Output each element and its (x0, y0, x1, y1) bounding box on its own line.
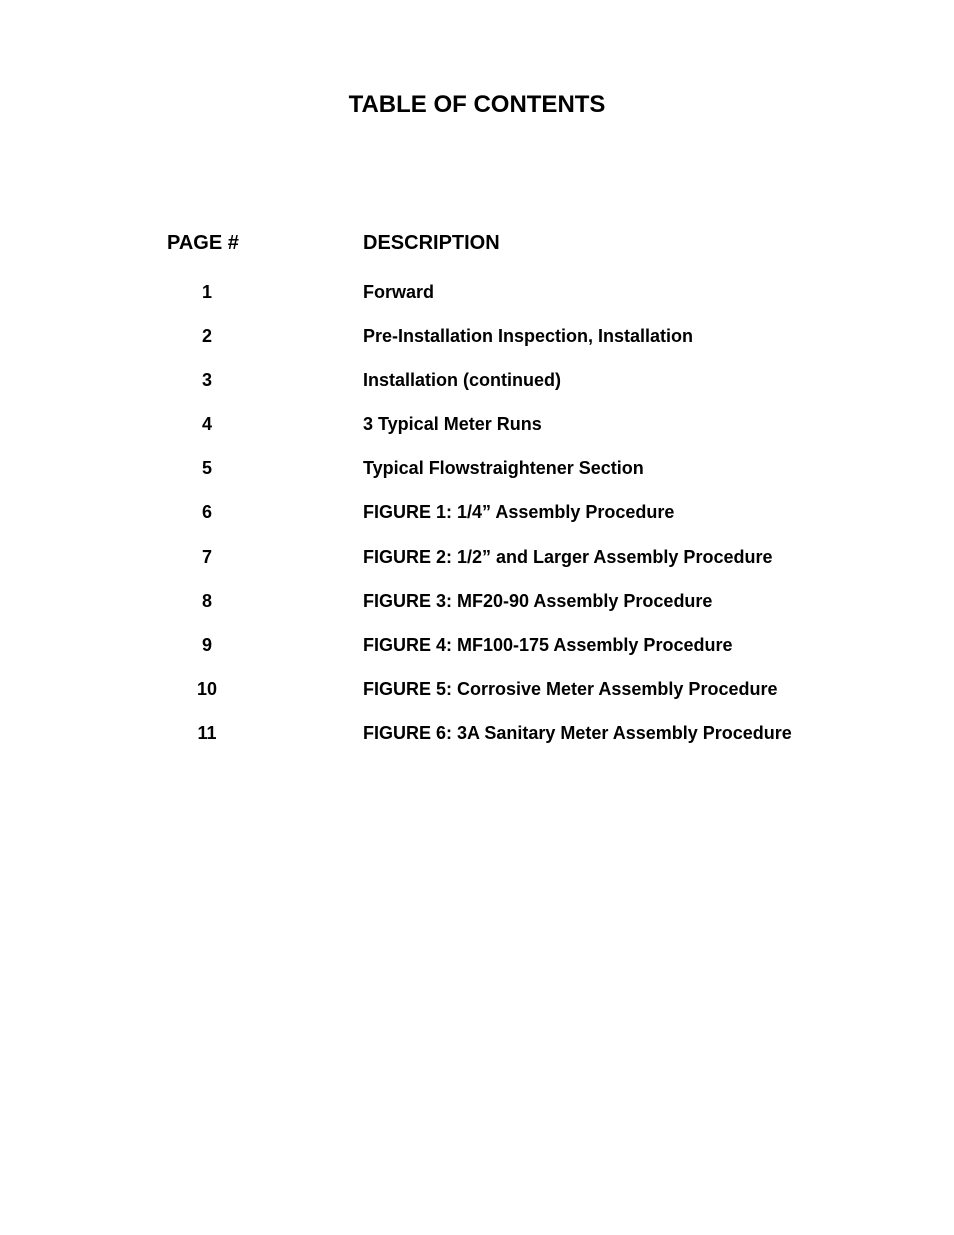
toc-entry-description: FIGURE 3: MF20-90 Assembly Procedure (363, 590, 713, 611)
toc-entry (0, 633, 954, 677)
toc-entry-page: 2 (201, 326, 212, 347)
toc-entry-page: 10 (196, 678, 218, 699)
toc-entry-page: 8 (201, 590, 212, 611)
toc-entry-description: Forward (363, 282, 435, 302)
toc-entry-page: 5 (201, 458, 212, 479)
toc-entry (0, 280, 954, 324)
toc-entry-description: FIGURE 4: MF100-175 Assembly Procedure (363, 634, 733, 655)
toc-entry (0, 324, 954, 368)
toc-entry-description: FIGURE 5: Corrosive Meter Assembly Procedure (363, 678, 778, 699)
toc-entry-description: Installation (continued) (363, 370, 561, 391)
toc-entry-page: 11 (197, 722, 217, 743)
toc-entry (0, 677, 954, 721)
toc-entry-description: FIGURE 2: 1/2” and Larger Assembly Procedure (363, 546, 773, 567)
toc-entry-page: 1 (201, 282, 212, 302)
toc-entry-description: Typical Flowstraightener Section (363, 458, 644, 479)
page-title: TABLE OF CONTENTS (348, 91, 606, 118)
toc-header-row (0, 229, 954, 257)
toc-entry-page: 4 (201, 414, 212, 435)
toc-entry (0, 500, 954, 544)
toc-entry-description: Pre-Installation Inspection, Installation (363, 326, 694, 347)
toc-entry-description: FIGURE 1: 1/4” Assembly Procedure (363, 502, 675, 523)
page-number-column-header: PAGE # (167, 232, 239, 254)
toc-entry (0, 412, 954, 456)
toc-entry-description: 3 Typical Meter Runs (363, 414, 542, 435)
toc-entry (0, 456, 954, 500)
toc-entry-page: 6 (201, 502, 212, 523)
toc-entry-description: FIGURE 6: 3A Sanitary Meter Assembly Procedure (363, 722, 792, 743)
toc-entry (0, 545, 954, 589)
toc-entry-page: 9 (201, 634, 212, 655)
toc-entry (0, 368, 954, 412)
description-column-header: DESCRIPTION (363, 232, 500, 254)
toc-entry-page: 7 (201, 546, 212, 567)
toc-entry (0, 721, 954, 765)
toc-list (0, 280, 954, 765)
toc-entry (0, 589, 954, 633)
toc-entry-page: 3 (201, 370, 212, 391)
